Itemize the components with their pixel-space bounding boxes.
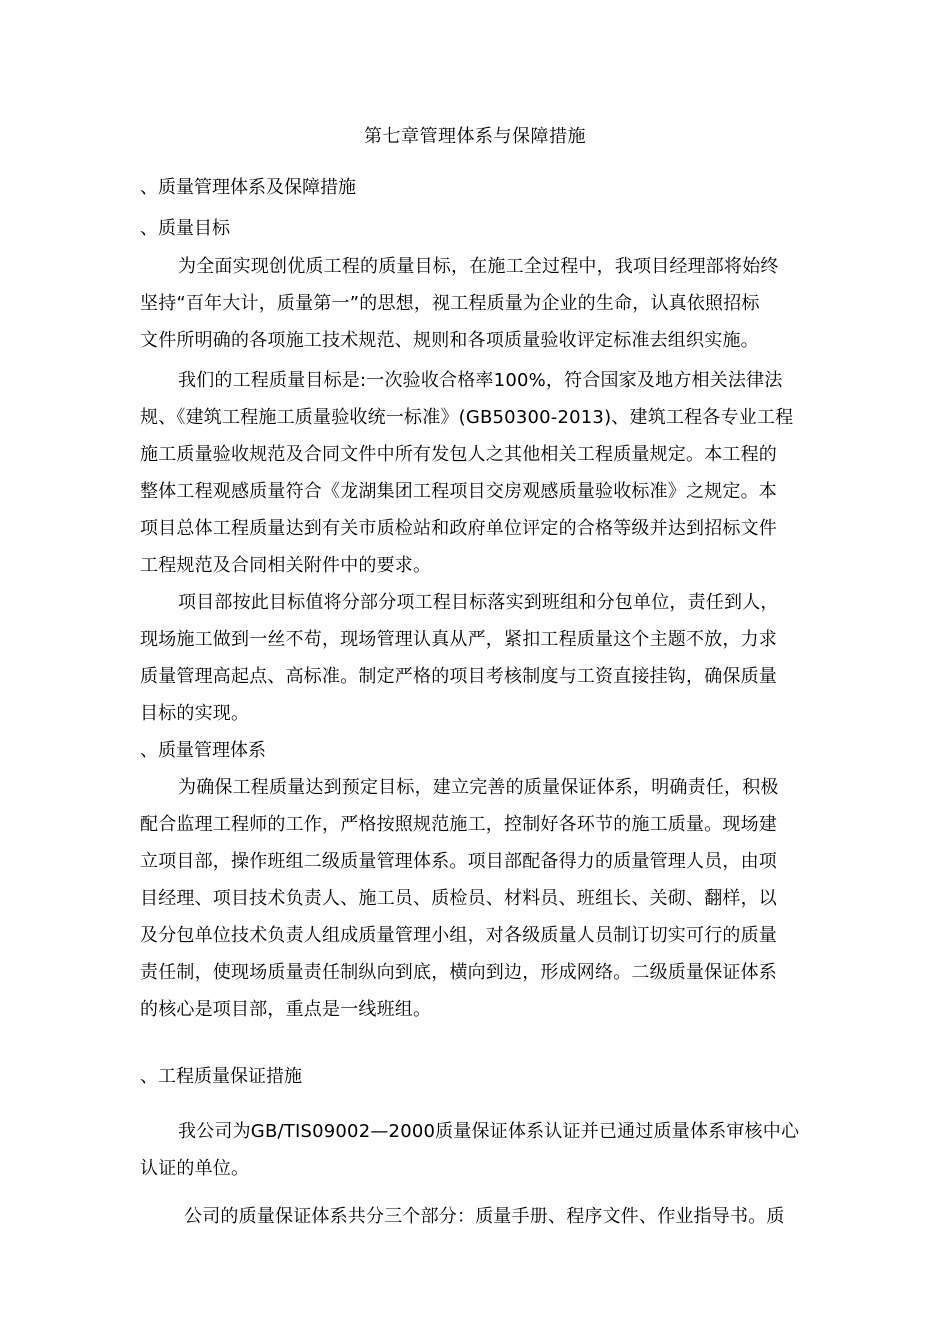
paragraph-line: 我公司为GB/TIS09002—2000质量保证体系认证并已通过质量体系审核中心 [178, 1121, 800, 1142]
paragraph-line: 质量管理高起点、高标准。制定严格的项目考核制度与工资直接挂钩，确保质量 [140, 666, 777, 687]
section-heading-assurance-measures: 、工程质量保证措施 [140, 1066, 302, 1087]
paragraph-line: 的核心是项目部，重点是一线班组。 [140, 999, 432, 1020]
paragraph-line: 项目总体工程质量达到有关市质检站和政府单位评定的合格等级并达到招标文件 [140, 518, 777, 539]
paragraph-line: 公司的质量保证体系共分三个部分：质量手册、程序文件、作业指导书。质 [184, 1206, 785, 1227]
paragraph-line: 为确保工程质量达到预定目标，建立完善的质量保证体系，明确责任，积极 [178, 777, 779, 798]
paragraph-line: 目标的实现。 [140, 703, 250, 724]
paragraph-line: 项目部按此目标值将分部分项工程目标落实到班组和分包单位，责任到人， [178, 592, 779, 613]
paragraph-line: 为全面实现创优质工程的质量目标，在施工全过程中，我项目经理部将始终 [178, 256, 779, 277]
paragraph-line: 我们的工程质量目标是:一次验收合格率100%，符合国家及地方相关法律法 [178, 370, 783, 391]
paragraph-quality-target [140, 362, 820, 584]
paragraph-line: 工程规范及合同相关附件中的要求。 [140, 555, 432, 576]
paragraph-line: 立项目部，操作班组二级质量管理体系。项目部配备得力的质量管理人员，由项 [140, 851, 777, 872]
paragraph-assurance-parts [140, 1198, 820, 1235]
paragraph-line: 目经理、项目技术负责人、施工员、质检员、材料员、班组长、关砌、翻样，以 [140, 888, 777, 909]
section-heading-quality-system: 、质量管理体系及保障措施 [140, 177, 356, 198]
paragraph-line: 施工质量验收规范及合同文件中所有发包人之其他相关工程质量规定。本工程的 [140, 444, 777, 465]
paragraph-line: 现场施工做到一丝不苟，现场管理认真从严，紧扣工程质量这个主题不放，力求 [140, 629, 777, 650]
paragraph-certification [140, 1113, 820, 1187]
paragraph-line: 坚持“百年大计，质量第一”的思想，视工程质量为企业的生命，认真依照招标 [140, 293, 760, 314]
section-heading-management-system: 、质量管理体系 [140, 740, 266, 761]
paragraph-line: 认证的单位。 [140, 1158, 250, 1179]
paragraph-line: 配合监理工程师的工作，严格按照规范施工，控制好各环节的施工质量。现场建 [140, 814, 777, 835]
paragraph-line: 及分包单位技术负责人组成质量管理小组，对各级质量人员制订切实可行的质量 [140, 925, 777, 946]
paragraph-target-implementation [140, 584, 820, 732]
paragraph-quality-goal-intro [140, 248, 820, 359]
chapter-title: 第七章管理体系与保障措施 [364, 126, 586, 147]
paragraph-line: 文件所明确的各项施工技术规范、规则和各项质量验收评定标准去组织实施。 [140, 330, 759, 351]
paragraph-line: 整体工程观感质量符合《龙湖集团工程项目交房观感质量验收标准》之规定。本 [140, 481, 777, 502]
section-heading-quality-goal: 、质量目标 [140, 218, 230, 239]
paragraph-line: 规、《建筑工程施工质量验收统一标准》(GB50300-2013)、建筑工程各专业工程 [140, 407, 794, 428]
paragraph-management-system [140, 769, 820, 1028]
paragraph-line: 责任制，使现场质量责任制纵向到底，横向到边，形成网络。二级质量保证体系 [140, 962, 777, 983]
